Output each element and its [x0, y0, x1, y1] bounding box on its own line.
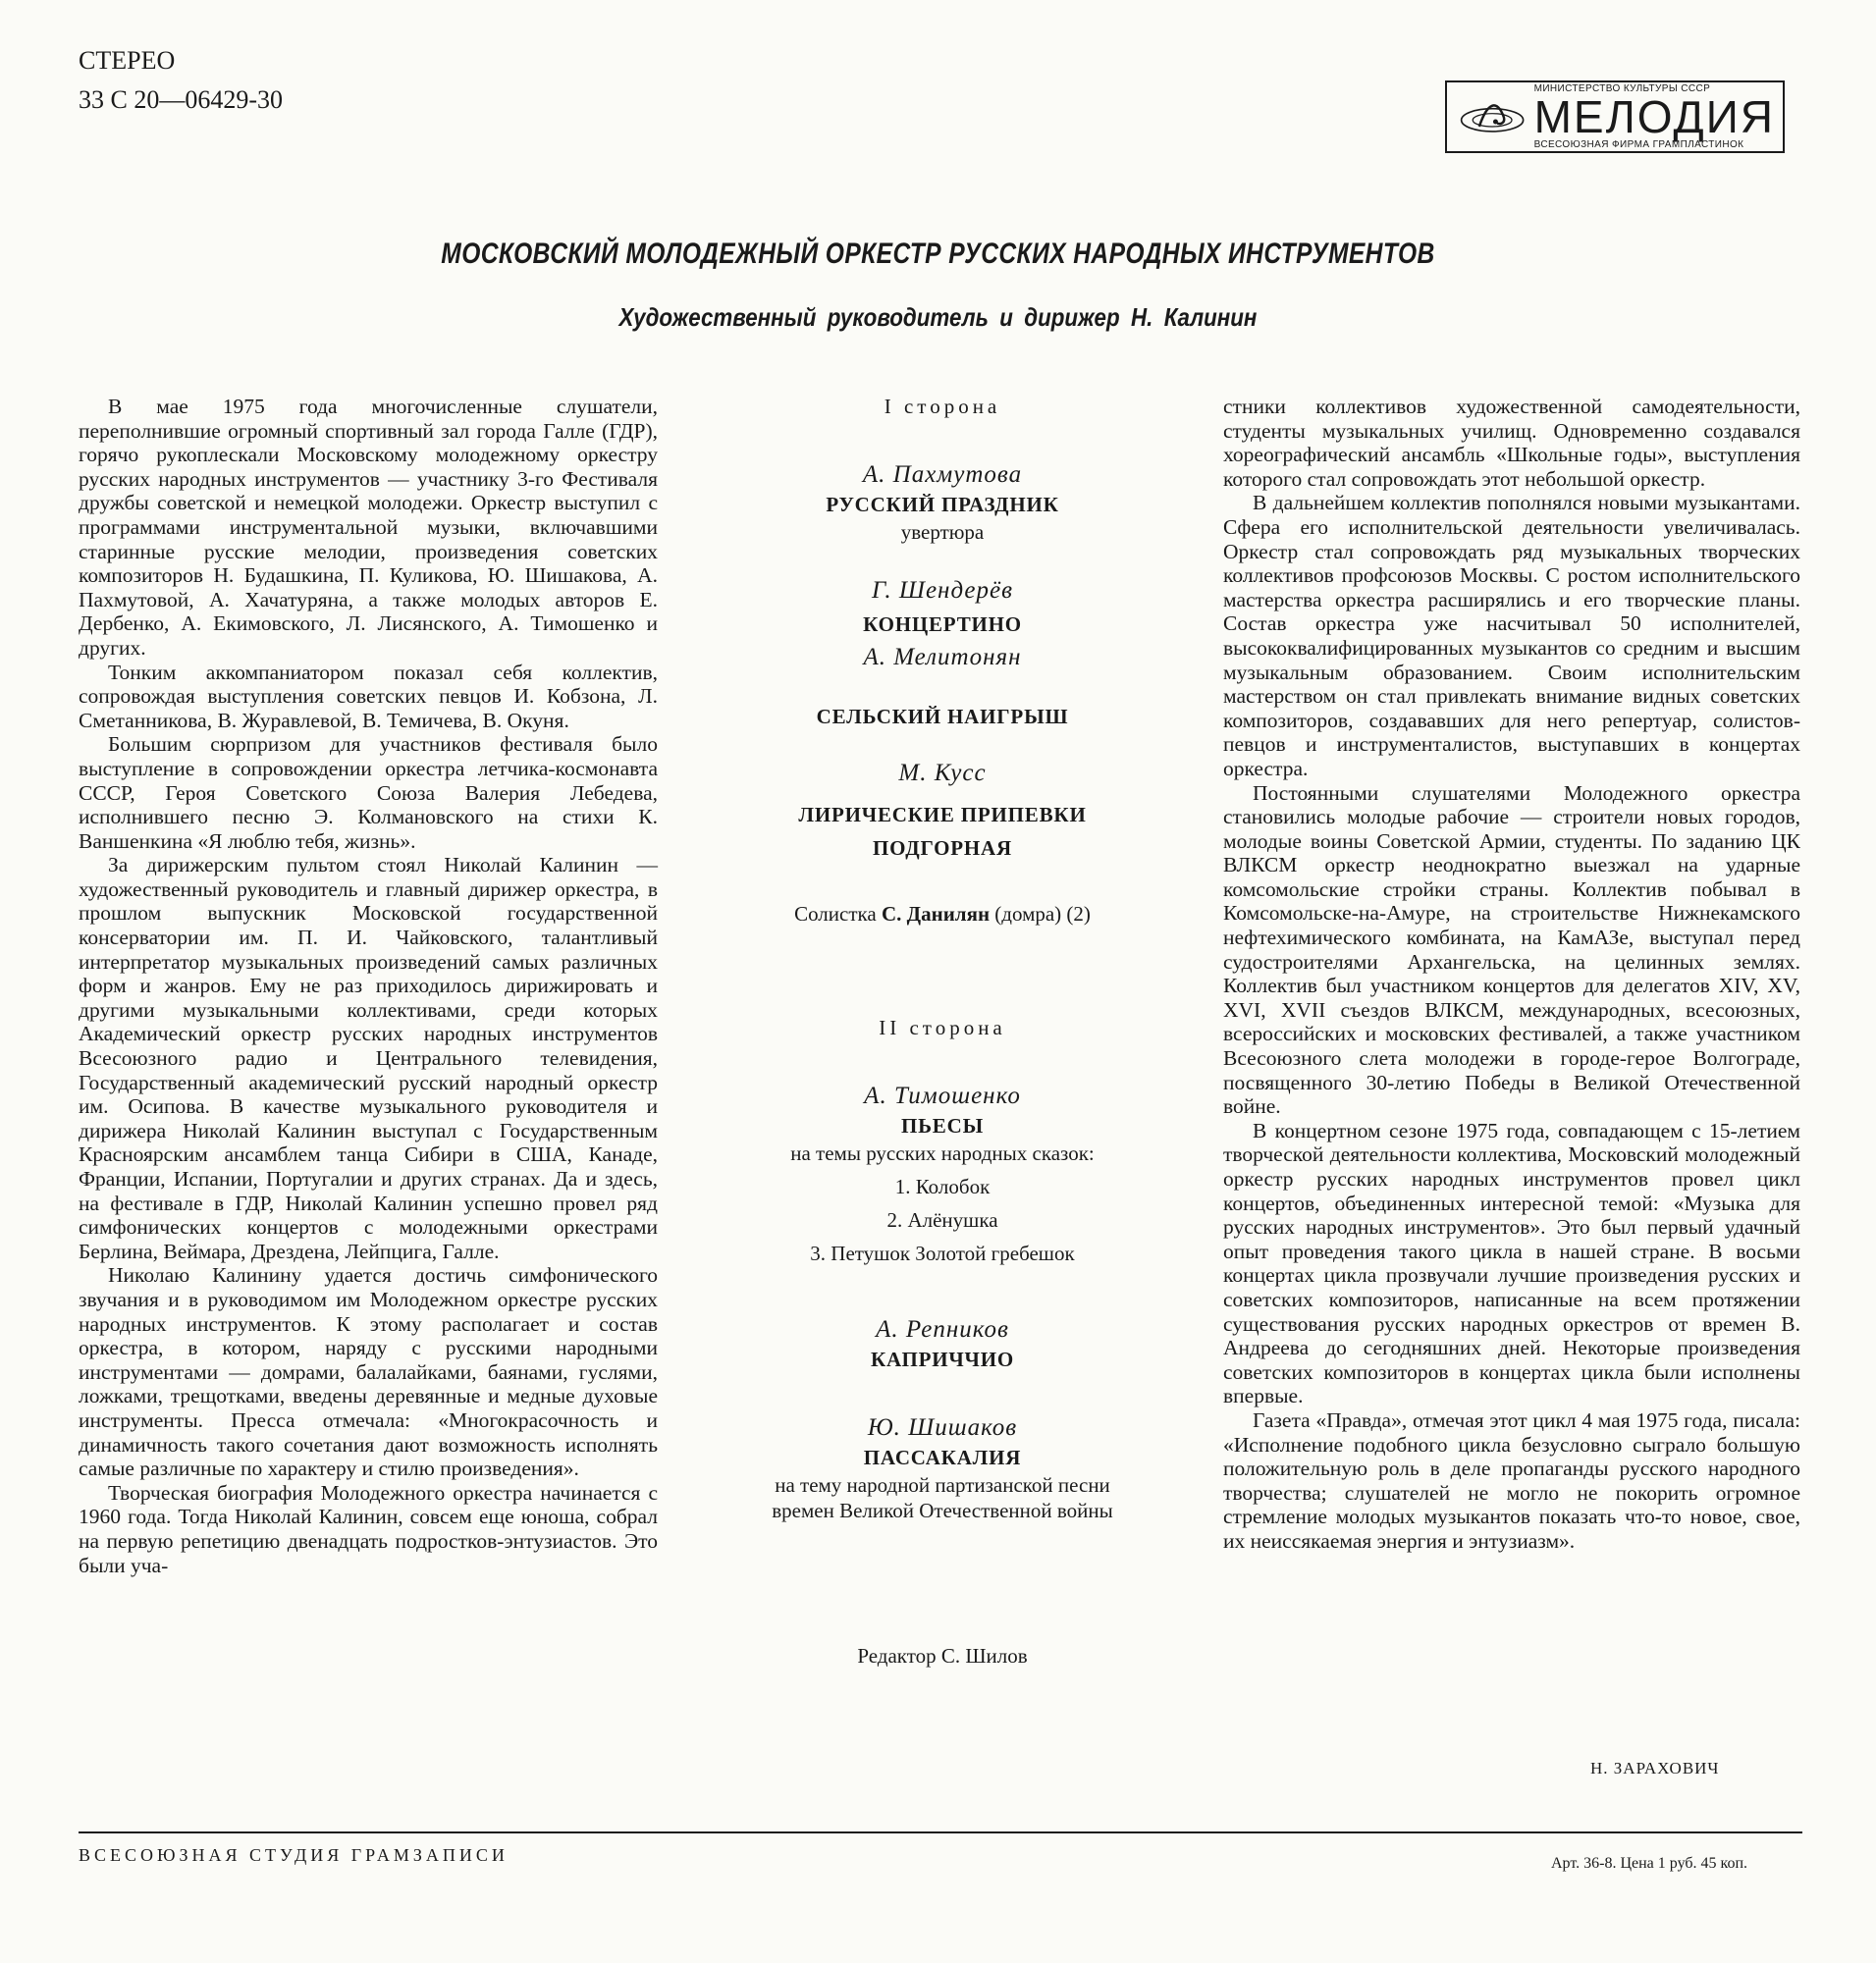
work-title: СЕЛЬСКИЙ НАИГРЫШ	[816, 704, 1069, 728]
paragraph: В дальнейшем коллектив пополнялся новыми музыкантами. Сфера его исполнительской деятельности увеличивалась. Оркестр стал сопровождать ряд музыкальных творческих коллективов профсоюзов Москвы. С ростом исполнительского мастерства оркестра расширялись и его творческие планы. Состав оркестра уже насчитывал 50 исполнителей, высококвалифицированных музыкантов со средним и высшим музыкальным образованием. Своим исполнительским мастерством он стал привлекать внимание видных советских композиторов, создававших для него репертуар, солистов-певцов и инструменталистов, выступавших в концертах оркестра.	[1223, 491, 1800, 780]
logo-firm: ВСЕСОЮЗНАЯ ФИРМА ГРАМПЛАСТИНОК	[1533, 139, 1744, 150]
composer: М. Кусс	[898, 759, 987, 786]
work-title: ПЬЕСЫ	[900, 1113, 984, 1138]
tale-item: 1. Колобок	[894, 1174, 991, 1198]
paragraph: В концертном сезоне 1975 года, совпадающем с 15-летием творческой деятельности коллектива, Московский молодежный оркестр русских народных инструментов провел цикл концертов, объединенных интересной темой: «Музыка для русских народных инструментов». Это был первый удачный опыт проведения такого цикла в нашей стране. В восьми концертах цикла прозвучали лучшие произведения русских и советских композиторов, написанные на всем протяжении существования русских народных оркестров от времен В. Андреева до сегодняшних дней. Некоторые произведения советских композиторов в концертах цикла были исполнены впервые.	[1223, 1118, 1800, 1408]
soloist-prefix: Солистка	[794, 901, 877, 926]
work-note: на тему народной партизанской песни	[775, 1472, 1110, 1497]
melodiya-emblem-icon	[1455, 89, 1528, 144]
composer: Г. Шендерёв	[872, 576, 1013, 604]
work-title: КАПРИЧЧИО	[870, 1347, 1015, 1371]
paragraph: Творческая биография Молодежного оркестра начинается с 1960 года. Тогда Николай Калинин, совсем еще юноша, собрал на первую репетицию двенадцать подростков-энтузиастов. Это были уча-	[79, 1480, 658, 1577]
catalog-number: 33 С 20—06429-30	[79, 85, 283, 114]
paragraph: стники коллективов художественной самодеятельности, студенты музыкальных училищ. Одновременно создавался хореографический ансамбль «Школьные годы», выступления которого стал сопровождать этот небольшой оркестр.	[1223, 395, 1800, 491]
footer-divider	[79, 1831, 1802, 1833]
tale-item: 2. Алёнушка	[886, 1207, 998, 1232]
paragraph: Постоянными слушателями Молодежного оркестра становились молодые рабочие — строители новых городов, молодые воины Советской Армии, студенты. По заданию ЦК ВЛКСМ оркестр неоднократно выезжал на ударные комсомольские стройки страны. Коллектив побывал в Комсомольске-на-Амуре, на строительстве Нижнекамского нефтехимического комбината, на КамАЗе, выступал перед судостроителями Архангельска, на целинных землях. Коллектив был участником концертов для делегатов XIV, XV, XVI, XVII съездов ВЛКСМ, международных, всесоюзных, всероссийских и московских фестивалей, а также участником Всесоюзного слета молодежи в городе-герое Волгограде, посвященного 30-летию Победы в Великой Отечественной войне.	[1223, 780, 1800, 1119]
composer: А. Пахмутова	[862, 460, 1023, 488]
studio-name: ВСЕСОЮЗНАЯ СТУДИЯ ГРАМЗАПИСИ	[79, 1845, 509, 1865]
logo-ministry: МИНИСТЕРСТВО КУЛЬТУРЫ СССР	[1533, 83, 1711, 94]
stereo-label: СТЕРЕО	[79, 46, 176, 75]
author-signature: Н. ЗАРАХОВИЧ	[1590, 1759, 1720, 1777]
paragraph: Николаю Калинину удается достичь симфонического звучания и в руководимом им Молодежном оркестре русских народных инструментов. К этому располагает и состав оркестра, в котором, наряду с русскими народными инструментами — домрами, балалайками, баянами, гуслями, ложками, трещотками, введены деревянные и медные духовые инструменты. Пресса отмечала: «Многокрасочность и динамичность такого сочетания дают возможность исполнять самые различные по характеру и стилю произведения».	[79, 1263, 658, 1481]
composer: А. Мелитонян	[863, 643, 1022, 670]
work-note: на темы русских народных сказок:	[790, 1141, 1095, 1165]
work-title: ПОДГОРНАЯ	[873, 835, 1012, 860]
price-info: Арт. 36-8. Цена 1 руб. 45 коп.	[1551, 1855, 1748, 1872]
work-title: ПАССАКАЛИЯ	[863, 1445, 1022, 1469]
side-one-label: I сторона	[884, 395, 1001, 418]
tale-item: 3. Петушок Золотой гребешок	[810, 1241, 1075, 1265]
soloist-name: С. Данилян	[881, 901, 991, 926]
paragraph: Большим сюрпризом для участников фестиваля было выступление в сопровождении оркестра летчика-космонавта СССР, Героя Советского Союза Валерия Лебедева, исполнившего песню Э. Колмановского на стихи К. Ваншенкина «Я люблю тебя, жизнь».	[79, 732, 658, 853]
editor-credit: Редактор С. Шилов	[857, 1643, 1028, 1668]
header-info	[79, 41, 283, 120]
left-column	[79, 395, 658, 1577]
composer: А. Репников	[876, 1315, 1009, 1343]
side-two-label: II сторона	[879, 1016, 1006, 1040]
melodiya-logo	[1445, 80, 1785, 153]
page-title: МОСКОВСКИЙ МОЛОДЕЖНЫЙ ОРКЕСТР РУССКИХ НАРОДНЫХ ИНСТРУМЕНТОВ	[441, 238, 1435, 270]
work-note: времен Великой Отечественной войны	[772, 1498, 1113, 1522]
work-title: РУССКИЙ ПРАЗДНИК	[826, 492, 1059, 516]
paragraph: За дирижерским пультом стоял Николай Калинин — художественный руководитель и главный дирижер оркестра, в прошлом выпускник Московской государственной консерватории им. П. И. Чайковского, талантливый интерпретатор музыкальных произведений самых различных форм и жанров. Ему не раз приходилось дирижировать и другими музыкальными коллективами, среди которых Академический оркестр русских народных инструментов Всесоюзного радио и Центрального телевидения, Государственный академический русский народный оркестр им. Осипова. В качестве музыкального руководителя и дирижера Николай Калинин выступал с Государственным Красноярским ансамблем танца Сибири в США, Канаде, Франции, Испании, Португалии и других странах. Да и здесь, на фестивале в ГДР, Николай Калинин успешно провел ряд симфонических концертов с молодежными оркестрами Берлина, Веймара, Дрездена, Лейпцига, Галле.	[79, 853, 658, 1263]
work-title: ЛИРИЧЕСКИЕ ПРИПЕВКИ	[798, 802, 1087, 826]
soloist-suffix: (домра) (2)	[994, 901, 1091, 926]
soloist-line	[687, 902, 1198, 927]
page-subtitle: Художественный руководитель и дирижер Н. Калинин	[618, 302, 1258, 332]
logo-name: МЕЛОДИЯ	[1533, 91, 1775, 142]
work-note: увертюра	[900, 519, 985, 544]
paragraph: Тонким аккомпаниатором показал себя коллектив, сопровождая выступления советских певцов И. Кобзона, Л. Сметанникова, В. Журавлевой, В. Темичева, В. Окуня.	[79, 660, 658, 732]
paragraph: В мае 1975 года многочисленные слушатели, переполнившие огромный спортивный зал города Галле (ГДР), горячо рукоплескали Московскому молодежному оркестру русских народных инструментов — участнику 3-го Фестиваля дружбы советской и немецкой молодежи. Оркестр выступил с программами инструментальной музыки, включавшими старинные русские мелодии, произведения советских композиторов Н. Будашкина, П. Куликова, Ю. Шишакова, А. Пахмутовой, А. Хачатуряна, а также молодых авторов Е. Дербенко, А. Екимовского, Л. Лисянского, А. Тимошенко и других.	[79, 395, 658, 660]
program-column	[687, 395, 1198, 1669]
composer: Ю. Шишаков	[867, 1413, 1018, 1441]
work-title: КОНЦЕРТИНО	[863, 611, 1022, 636]
composer: А. Тимошенко	[864, 1082, 1021, 1109]
paragraph: Газета «Правда», отмечая этот цикл 4 мая 1975 года, писала: «Исполнение подобного цикла безусловно сыграло большую положительную роль в деле пропаганды русского народного творчества; слушателей не могло не покорить огромное стремление молодых музыкантов показать что-то новое, свое, их неиссякаемая энергия и энтузиазм».	[1223, 1407, 1800, 1553]
right-column	[1223, 395, 1800, 1554]
